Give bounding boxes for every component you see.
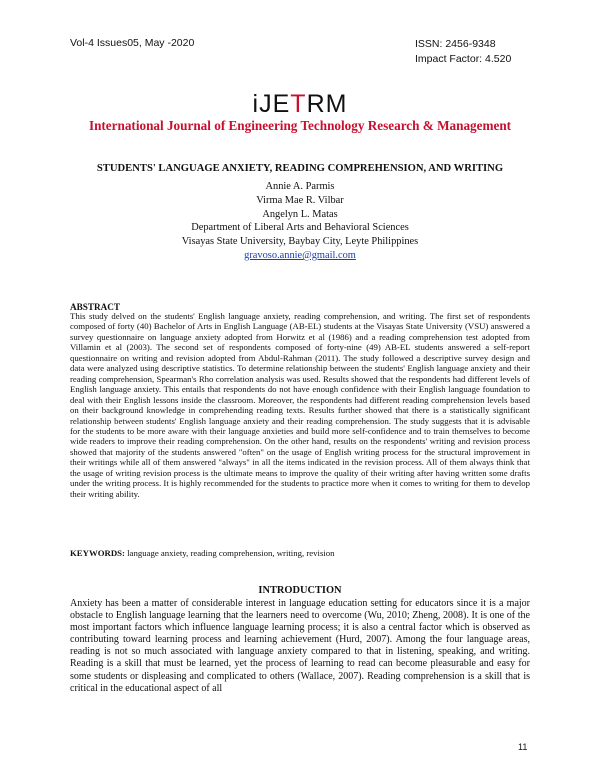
author-block xyxy=(0,180,600,263)
impact-factor-text: Impact Factor: 4.520 xyxy=(415,53,512,65)
abstract-heading: ABSTRACT xyxy=(70,302,121,312)
author-name: Virma Mae R. Vilbar xyxy=(256,194,344,206)
keywords-label: KEYWORDS: xyxy=(70,548,125,558)
university: Visayas State University, Baybay City, Leyte Philippines xyxy=(181,236,419,248)
journal-name: International Journal of Engineering Technology Research & Management xyxy=(88,118,512,133)
introduction-heading: INTRODUCTION xyxy=(258,585,342,596)
introduction-body: Anxiety has been a matter of considerable interest in language education setting for educators since it is a major obstacle to English language learning that the learners need to overcome (Wu, 2010; Zheng, 2008). It is one of the most important factors which influence language learning process; it is also a central factor which is observed as contributing toward learning process and learning achievement (Hurd, 2007). Among the four language areas, reading is not so much associated with language anxiety compared to that in listening, speaking, and writing. Reading is a skill that must be learned, yet the process of learning to read can become pleasurable and easy for some students or displeasing and complicated to others (Wallace, 2007). Reading comprehension is a skill that is critical in the educational aspect of all xyxy=(70,598,530,694)
issn-text: ISSN: 2456-9348 xyxy=(415,38,496,50)
issn-block xyxy=(415,37,511,67)
keywords-line xyxy=(70,548,530,558)
logo-accent: T xyxy=(290,90,307,118)
page-number: 11 xyxy=(518,742,528,752)
logo-suffix: RM xyxy=(306,90,348,118)
paper-title: STUDENTS' LANGUAGE ANXIETY, READING COMPREHENSION, AND WRITING xyxy=(96,163,504,174)
author-name: Angelyn L. Matas xyxy=(262,208,338,220)
author-name: Annie A. Parmis xyxy=(265,181,335,192)
volume-issue-line: Vol-4 Issues05, May -2020 xyxy=(70,37,195,49)
keywords-text: language anxiety, reading comprehension, writing, revision xyxy=(124,548,335,558)
author-email-link[interactable]: gravoso.annie@gmail.com xyxy=(244,249,356,261)
journal-logo xyxy=(0,90,600,119)
logo-prefix: iJE xyxy=(252,90,291,118)
department: Department of Liberal Arts and Behavioral Sciences xyxy=(191,222,409,234)
abstract-body: This study delved on the students' English language anxiety, reading comprehension, and writing. The first set of respondents composed of forty (40) Bachelor of Arts in English Language (AB-EL) students at the Visayas State University (VSU) answered a survey questionnaire on language anxiety adopted from Horwitz et al (1986) and a reading comprehension test adopted from Villamin et al (2003). The second set of respondents composed of forty-nine (49) AB-EL students answered a self-report questionnaire on writing and revision adopted from Abdul-Rahman (2011). The study followed a descriptive survey design and data were analyzed using descriptive statistics. To determine relationship between the students' English language anxiety and their reading comprehension, Spearman's Rho correlation analysis was used. Results showed that the respondents had different levels of English language anxiety. This entails that respondents do not have enough confidence with their English language foundation to deal with their English lessons inside the classroom. Moreover, the respondents had different reading comprehension levels based on their background knowledge in comprehending reading texts. Results further showed that there is a statistically significant relationship between students' English language anxiety and their reading comprehension. The study suggests that it is advisable for the students to be more aware with their language anxieties and build more self-confidence and to train themselves to become wide readers to improve their reading comprehension. On the other hand, results on the respondents' writing and revision process showed that majority of the students answered "often" on the usage of English writing process for the structural improvement in their writings while all of them answered "always" in all the items indicated in the revision process. All of them always think that the usage of writing revision process is the ultimate means to improve the quality of their writing after having written some drafts under the writing process. It is highly recommended for the students to practice more when it comes to writing for them to develop their writing ability. xyxy=(70,311,530,499)
